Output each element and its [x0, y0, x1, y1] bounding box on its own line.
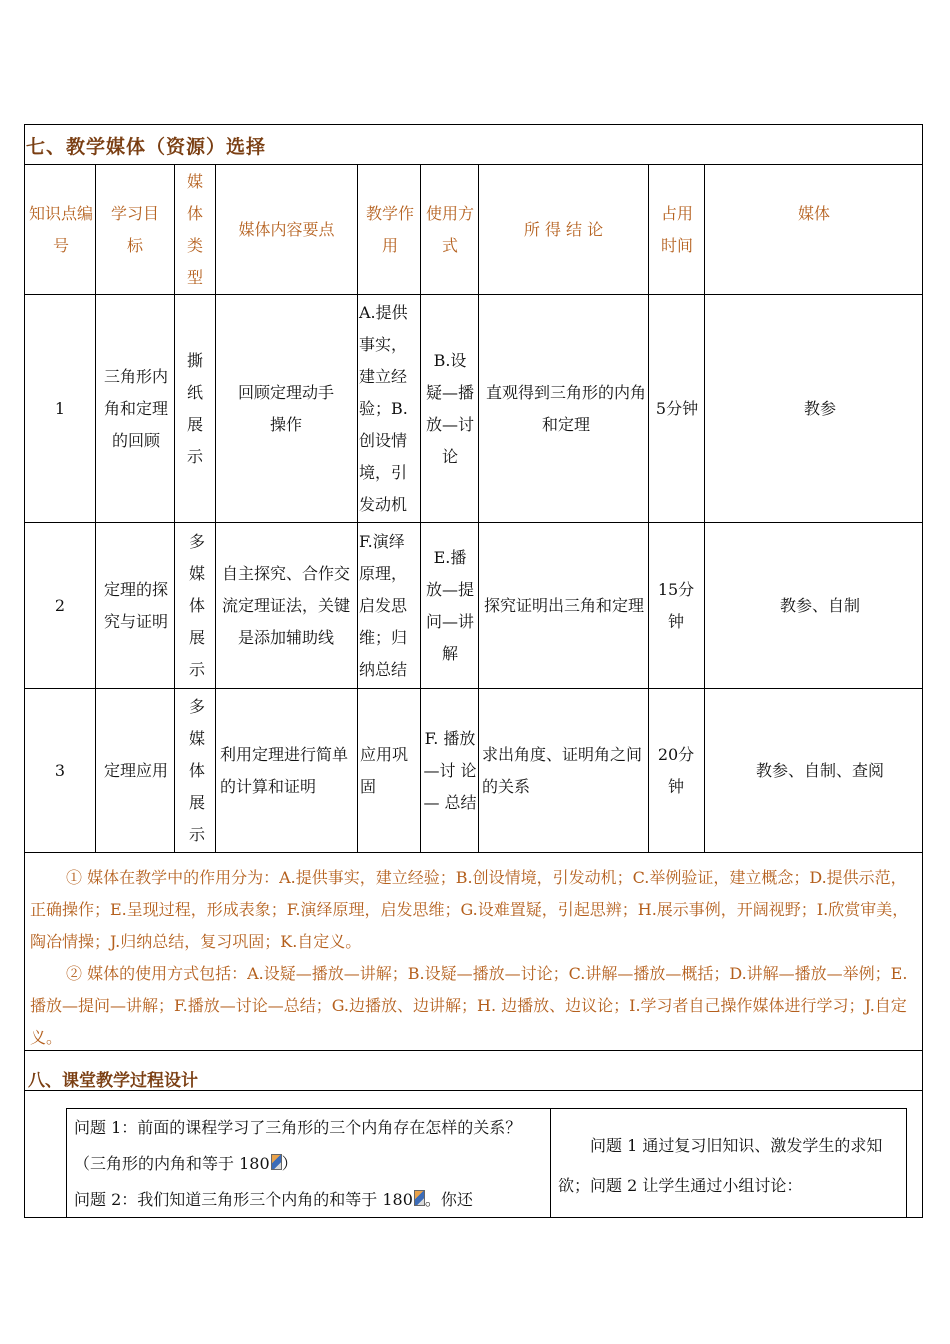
row1-media: 教参	[803, 398, 836, 418]
row1-role: A.提供事实，建立经验；B.创设情境，引发动机	[359, 302, 408, 514]
row3-bottom-rule	[24, 852, 923, 853]
process-intent: 问题 1 通过复习旧知识、激发学生的求知欲；问题 2 让学生通过小组讨论：	[558, 1136, 883, 1195]
row2-type: 多媒体展示	[188, 531, 205, 679]
table-top-rule	[24, 164, 923, 165]
header-goal: 学习目标	[110, 204, 159, 255]
row3-num: 3	[54, 760, 66, 780]
col-line	[174, 164, 175, 852]
header-time: 占用时间	[660, 204, 693, 255]
process-col-line	[550, 1108, 551, 1218]
row1-conclusion: 直观得到三角形的内角和定理	[486, 382, 647, 434]
header-role: 教学作用	[366, 204, 415, 255]
question-2-end: 。你还	[424, 1190, 473, 1209]
section-8-title: 八、课堂教学过程设计	[28, 1071, 198, 1091]
row2-num: 2	[54, 595, 66, 615]
note-use-definitions: ② 媒体的使用方式包括：A.设疑—播放—讲解；B.设疑—播放—讨论；C.讲解—播放—概括；D.讲解—播放—举例；E.播放—提问—讲解；F.播放—讨论—总结；G.边播放、边讲解；H. 边播放、边议论；I.学习者自己操作媒体进行学习；J.自定义。	[30, 964, 908, 1047]
question-1-text: 问题 1：前面的课程学习了三角形的三个内角存在怎样的关系？（三角形的内角和等于 180	[74, 1118, 522, 1173]
row1-type: 撕纸展示	[186, 350, 203, 466]
row3-content: 利用定理进行简单的计算和证明	[220, 744, 349, 796]
row1-goal: 三角形内角和定理的回顾	[104, 366, 169, 450]
col-line	[420, 164, 421, 852]
row2-content: 自主探究、合作交流定理证法，关键是添加辅助线	[221, 563, 350, 647]
question-1-end: ）	[281, 1154, 298, 1173]
col-line	[95, 164, 96, 852]
row2-media: 教参、自制	[779, 595, 860, 615]
question-2-text: 问题 2：我们知道三角形三个内角的和等于 180	[74, 1190, 413, 1209]
section-7-title: 七、教学媒体（资源）选择	[26, 136, 267, 158]
header-content: 媒体内容要点	[238, 220, 335, 239]
row1-num: 1	[54, 398, 66, 418]
header-conclusion: 所 得 结 论	[523, 220, 604, 239]
row3-goal: 定理应用	[104, 760, 169, 780]
process-questions	[74, 1110, 550, 1218]
row2-conclusion: 探究证明出三角和定理	[484, 595, 645, 615]
row3-time: 20分钟	[657, 744, 695, 796]
col-line	[357, 164, 358, 852]
row3-type: 多媒体展示	[188, 696, 205, 844]
row1-content: 回顾定理动手操作	[237, 382, 334, 434]
row3-conclusion: 求出角度、证明角之间的关系	[482, 744, 643, 796]
row2-time: 15分钟	[657, 579, 695, 631]
note-role-definitions: ① 媒体在教学中的作用分为：A.提供事实，建立经验；B.创设情境，引发动机；C.举例验证，建立概念；D.提供示范，正确操作；E.呈现过程，形成表象；F.演绎原理，启发思维；G.设难置疑，引起思辨；H.展示事例，开阔视野；I.欣赏审美，陶冶情操；J.归纳总结，复习巩固；K.自定义。	[30, 868, 909, 951]
media-notes	[30, 862, 910, 1054]
row2-goal: 定理的探究与证明	[104, 579, 169, 631]
header-num: 知识点编 号	[28, 204, 93, 255]
degree-symbol-icon	[414, 1190, 425, 1206]
header-media: 媒体	[797, 204, 830, 223]
row3-role: 应用巩固	[360, 744, 409, 796]
degree-symbol-icon	[271, 1154, 282, 1170]
row1-time: 5分钟	[655, 398, 699, 418]
row3-media: 教参、自制、查阅	[755, 760, 884, 780]
header-use: 使用方式	[426, 204, 475, 255]
row1-use: B.设疑—播放—讨论	[426, 350, 475, 466]
row2-role: F.演绎原理，启发思维；归纳总结	[359, 531, 408, 679]
row3-use: F. 播放 —讨 论— 总结	[423, 728, 477, 812]
row2-use: E.播放—提问—讲解	[426, 547, 475, 663]
header-type: 媒体类型	[186, 172, 203, 287]
col-line	[648, 164, 649, 852]
